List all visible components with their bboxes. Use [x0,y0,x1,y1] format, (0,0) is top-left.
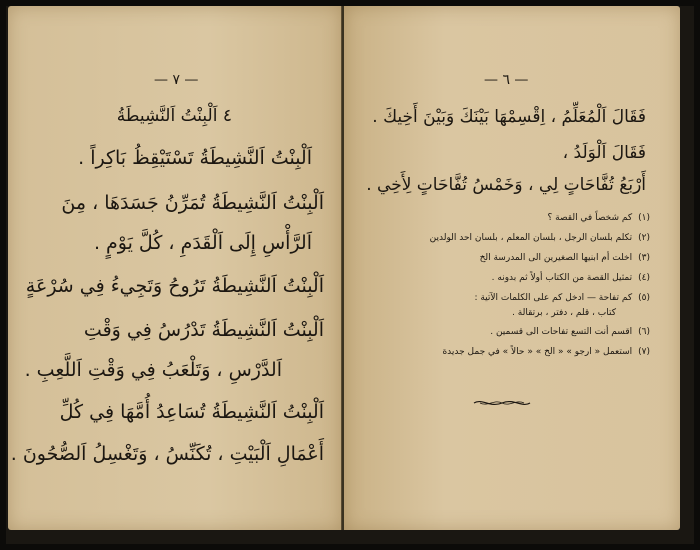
exercise-item: (٣)اخلت أم ابنيها الصغيرين الى المدرسة الخ [479,253,650,263]
text-line: فَقَالَ اَلْمُعَلِّمُ ، اِقْسِمْهَا بَيْنَكَ وَبَيْنَ أَخِيكَ . [372,107,646,127]
exercise-item: (٦)اقسم أنت التسع تفاحات الى قسمين . [490,327,650,337]
exercise-item: (٥)كم تفاحة — ادخل كم على الكلمات الآتية : [474,293,650,303]
text-line: فَقَالَ اَلْوَلَدُ ، [562,143,646,163]
text-line: اَلْبِنْتُ اَلنَّشِيطَةُ تُسَاعِدُ أُمَّهَا فِي كُلِّ [59,401,324,423]
text-line: أَرْبَعُ تُفَّاحَاتٍ لِي ، وَخَمْسُ تُفَّاحَاتٍ لِأَخِي . [366,175,646,195]
exercise-item: كتاب ، قلم ، دفتر ، برتقالة . [512,308,616,318]
text-line: اَلْبِنْتُ اَلنَّشِيطَةُ تَسْتَيْقِظُ بَاكِراً . [78,147,312,169]
lesson-heading: ٤ اَلْبِنْتُ اَلنَّشِيطَةُ [116,106,232,126]
exercise-item: (٤)تمثيل القصة من الكتاب أولاً ثم بدونه . [491,273,650,283]
left-page [8,6,342,530]
page-number: — ٦ — [484,72,529,88]
exercise-item: (١)كم شخصاً في القصة ؟ [547,213,650,223]
text-line: اَلرَّأْسِ إِلَى اَلْقَدَمِ ، كُلَّ يَوْمٍ . [93,232,312,254]
right-page [344,6,680,530]
ornament-divider [472,396,532,410]
text-line: اَلْبِنْتُ اَلنَّشِيطَةُ تَدْرُسُ فِي وَقْتِ [83,319,324,341]
exercise-item: (٧)استعمل « ارجو » « الخ » « حالاً » في جمل جديدة [442,347,650,357]
page-number: — ٧ — [154,72,199,88]
text-line: أَعْمَالِ اَلْبَيْتِ ، تُكَنِّسُ ، وَتَغْسِلُ اَلصُّحُونَ . [10,443,324,465]
exercise-item: (٢)تكلم بلسان الرجل ، بلسان المعلم ، بلسان احد الولدين [429,233,650,243]
text-line: اَلْبِنْتُ اَلنَّشِيطَةُ تَرُوحُ وَتَجِيءُ فِي سُرْعَةٍ [25,275,324,297]
text-line: اَلْبِنْتُ اَلنَّشِيطَةُ تُمَرِّنُ جَسَدَهَا ، مِنَ [61,192,324,214]
text-line: اَلدَّرْسِ ، وَتَلْعَبُ فِي وَقْتِ اَللَّعِبِ . [24,359,282,381]
